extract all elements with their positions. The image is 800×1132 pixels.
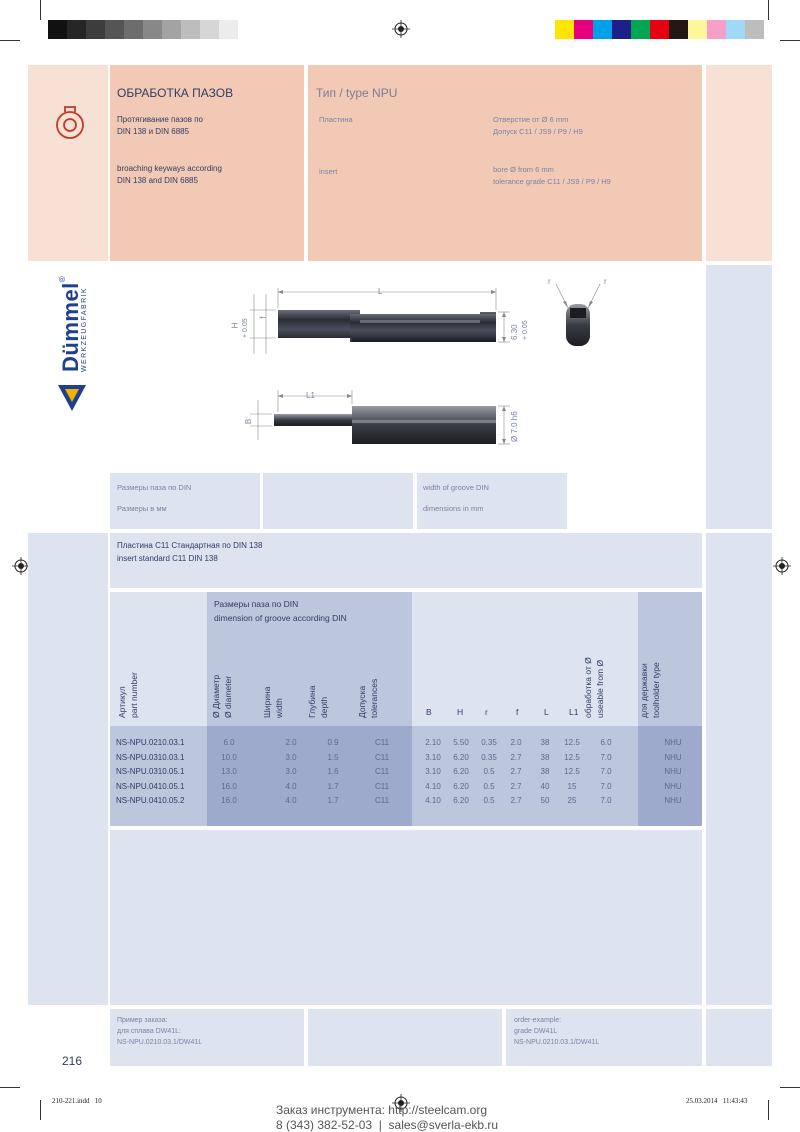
group-label-ru: Размеры паза по DIN: [214, 599, 299, 609]
cell-l: 50: [540, 796, 550, 805]
cell-depth: 1.7: [327, 796, 339, 805]
page-number: 216: [62, 1054, 83, 1068]
col-f: f: [516, 707, 519, 717]
cell-dia: 10.0: [221, 752, 237, 762]
tolerance-en: tolerance grade C11 / JS9 / P9 / H9: [493, 177, 611, 186]
table-caption-en: insert standard C11 DIN 138: [117, 554, 218, 563]
cell-b: 3.10: [425, 752, 441, 762]
cell-l: 38: [540, 767, 550, 776]
cell-l: 40: [540, 781, 550, 791]
cell-use: 7.0: [600, 752, 612, 762]
cell-l1: 12.5: [564, 738, 580, 747]
col-part-ru: Артикул: [117, 686, 127, 718]
desc-en-line1: broaching keyways according: [117, 164, 222, 173]
col-width-ru: Ширина: [262, 686, 272, 718]
col-B: B: [426, 707, 432, 717]
cell-depth: 1.7: [327, 781, 339, 791]
col-dia-en: Ø diameter: [223, 675, 233, 718]
col-L1: L1: [569, 707, 579, 717]
watermark-line1: Заказ инструмента: http://steelcam.org: [276, 1103, 488, 1117]
group-label-en: dimension of groove according DIN: [214, 613, 347, 623]
table-row: [110, 794, 702, 809]
cell-f: 2.7: [510, 767, 522, 776]
cell-depth: 0.9: [327, 738, 339, 747]
cell-tol: C11: [374, 752, 390, 762]
cell-r: 0.35: [481, 738, 497, 747]
cell-tol: C11: [374, 767, 390, 776]
header-left-margin: [28, 65, 108, 261]
cell-holder: NHU: [664, 767, 682, 776]
drawing-right-margin: [706, 265, 772, 529]
cell-holder: NHU: [664, 796, 682, 805]
order-ru-3: NS-NPU.0210.03.1/DW41L: [117, 1039, 203, 1046]
cell-part: NS-NPU.0310.05.1: [116, 767, 185, 776]
table-rows: [110, 736, 702, 816]
order-right-margin: [706, 1009, 772, 1066]
cell-b: 4.10: [425, 781, 441, 791]
col-holder-en: toolholder type: [651, 662, 661, 718]
cell-l: 38: [540, 752, 550, 762]
cell-l1: 25: [567, 796, 577, 805]
col-depth-ru: Глубина: [307, 685, 317, 718]
order-en-1: order-example:: [514, 1017, 562, 1024]
bore-en: bore Ø from 6 mm: [493, 165, 554, 174]
col-part-en: part number: [129, 672, 139, 718]
print-date-info: 25.03.2014 11:43:43: [686, 1097, 748, 1105]
insert-label-ru: Пластина: [319, 115, 353, 124]
dim-L1: L1: [306, 391, 315, 400]
watermark-line2: 8 (343) 382-52-03 | sales@sverla-ekb.ru: [276, 1118, 499, 1132]
legend-groove-en: width of groove DIN: [423, 483, 489, 492]
header-right-margin: [706, 65, 772, 261]
legend-groove-ru: Размеры паза по DIN: [117, 483, 192, 492]
col-use-en: useable from Ø: [595, 659, 605, 718]
table-caption-ru: Пластина С11 Стандартная по DIN 138: [117, 541, 263, 550]
cell-h: 6.20: [453, 796, 469, 805]
cell-l1: 12.5: [564, 767, 580, 776]
table-notes-area: [110, 830, 702, 1005]
table-body: [110, 726, 702, 826]
table-row: [110, 765, 702, 780]
table-left-margin: [28, 533, 108, 1005]
brand-name: Dümmel: [58, 282, 83, 372]
dim-7-0-h6: Ø 7.0 h6: [510, 411, 519, 442]
cell-f: 2.0: [510, 738, 522, 747]
cell-use: 7.0: [600, 767, 612, 776]
col-depth-en: depth: [319, 696, 329, 718]
cell-part: NS-NPU.0410.05.1: [116, 781, 185, 791]
cell-width: 4.0: [285, 796, 297, 805]
dim-6-30-tolerance: + 0.05: [522, 320, 529, 340]
cell-tol: C11: [374, 796, 390, 805]
cell-width: 3.0: [285, 752, 297, 762]
cell-h: 6.20: [453, 767, 469, 776]
dim-B: B: [244, 418, 254, 425]
col-r: r: [485, 707, 488, 717]
cell-use: 7.0: [600, 781, 612, 791]
dim-6-30: 6.30: [510, 324, 519, 340]
cell-r: 0.5: [483, 767, 495, 776]
desc-en-line2: DIN 138 and DIN 6885: [117, 176, 198, 185]
order-ru-1: Пример заказа:: [117, 1017, 168, 1024]
cell-l1: 15: [567, 781, 577, 791]
cell-dia: 13.0: [221, 767, 237, 776]
cell-r: 0.35: [481, 752, 497, 762]
brand-registered: ®: [58, 276, 67, 283]
brand-triangle-icon: [56, 383, 88, 413]
legend-units-en: dimensions in mm: [423, 504, 484, 513]
cell-part: NS-NPU.0210.03.1: [116, 738, 185, 747]
cell-depth: 1.6: [327, 767, 339, 776]
cell-h: 5.50: [453, 738, 469, 747]
cell-l1: 12.5: [564, 752, 580, 762]
order-ru-2: для сплава DW41L:: [117, 1028, 181, 1035]
brand-sub: WERKZEUGFABRIK: [81, 287, 88, 372]
registration-target-icon: [392, 20, 410, 38]
cell-part: NS-NPU.0310.03.1: [116, 752, 185, 762]
cell-use: 6.0: [600, 738, 612, 747]
col-L: L: [544, 707, 549, 717]
desc-ru-line1: Протягивание пазов по: [117, 115, 203, 124]
cell-l: 38: [540, 738, 550, 747]
col-holder-ru: для державки: [639, 663, 649, 718]
cell-f: 2.7: [510, 752, 522, 762]
print-file-info: 210-221.indd 10: [52, 1097, 102, 1105]
order-en-2: grade DW41L: [514, 1028, 558, 1035]
col-width-en: width: [274, 698, 284, 718]
cell-f: 2.7: [510, 781, 522, 791]
legend-units-ru: Размеры в мм: [117, 504, 167, 513]
cell-holder: NHU: [664, 738, 682, 747]
desc-ru-line2: DIN 138 и DIN 6885: [117, 127, 190, 136]
dim-H-tolerance: + 0.05: [242, 318, 249, 338]
table-right-margin: [706, 533, 772, 1005]
registration-target-icon: [773, 557, 791, 575]
dim-H: H: [230, 322, 240, 329]
col-use-ru: обработка от Ø: [583, 657, 593, 718]
col-tol-ru: Допуска: [357, 685, 367, 718]
type-title: Тип / type NPU: [316, 86, 398, 100]
cell-dia: 16.0: [221, 781, 237, 791]
cell-use: 7.0: [600, 796, 612, 805]
tolerance-ru: Допуск С11 / JS9 / P9 / H9: [493, 127, 583, 136]
bore-ru: Отверстие от Ø 6 mm: [493, 115, 569, 124]
cell-dia: 16.0: [221, 796, 237, 805]
table-row: [110, 751, 702, 766]
cell-f: 2.7: [510, 796, 522, 805]
insert-technical-drawing: [220, 272, 620, 462]
keyway-icon: [52, 104, 88, 144]
cell-b: 3.10: [425, 767, 441, 776]
cell-width: 4.0: [285, 781, 297, 791]
cell-width: 3.0: [285, 767, 297, 776]
col-dia-ru: Ø Диаметр: [211, 674, 221, 718]
cell-tol: C11: [374, 781, 390, 791]
table-row: [110, 736, 702, 751]
dim-L: L: [378, 287, 383, 296]
order-en-3: NS-NPU.0210.03.1/DW41L: [514, 1039, 600, 1046]
table-header: [110, 592, 702, 726]
cell-part: NS-NPU.0410.05.2: [116, 796, 185, 805]
cell-holder: NHU: [664, 752, 682, 762]
page-title: ОБРАБОТКА ПАЗОВ: [117, 86, 234, 100]
cell-h: 6.20: [453, 781, 469, 791]
dim-f: f: [258, 316, 268, 319]
dim-r-right: r: [604, 277, 607, 286]
cell-tol: C11: [374, 738, 390, 747]
cell-r: 0.5: [483, 781, 495, 791]
col-H: H: [457, 707, 464, 717]
cell-width: 2.0: [285, 738, 297, 747]
cell-holder: NHU: [664, 781, 682, 791]
legend-cell-blank: [263, 473, 413, 529]
dim-r-left: r: [548, 277, 551, 286]
order-cell-blank: [308, 1009, 502, 1066]
insert-label-en: insert: [319, 167, 338, 176]
table-row: [110, 780, 702, 795]
cell-r: 0.5: [483, 796, 495, 805]
cell-b: 4.10: [425, 796, 441, 805]
cell-h: 6.20: [453, 752, 469, 762]
cell-dia: 6.0: [223, 738, 235, 747]
col-tol-en: tolerances: [369, 678, 379, 718]
cell-b: 2.10: [425, 738, 441, 747]
cell-depth: 1.5: [327, 752, 339, 762]
